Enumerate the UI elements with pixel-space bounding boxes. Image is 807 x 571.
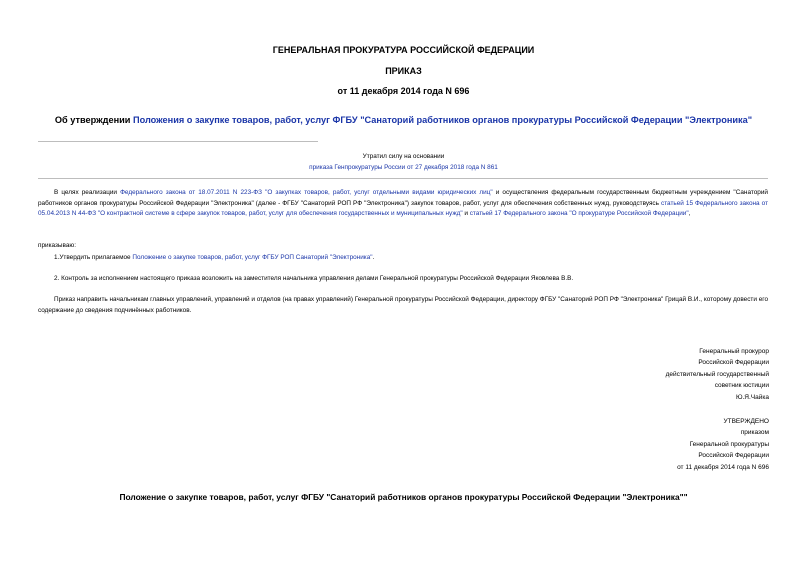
signature-line: действительный государственный	[665, 370, 769, 378]
doc-subject	[0, 115, 807, 125]
law-223-link[interactable]: Федерального закона от 18.07.2011 N 223-ФЗ "О закупках товаров, работ, услуг отдельными видами юридических лиц"	[120, 189, 493, 196]
preamble-text-2: и осуществления федеральным государственным бюджетным учреждением "Санаторий работников органов прокуратуры Российской Федерации "Электроника" (далее - ФГБУ "Санаторий РОП РФ "Электроника") закупок товаров, работ, услуг для обеспечения собственных нужд, руководствуясь	[38, 189, 768, 207]
subject-prefix: Об утверждении	[54, 115, 133, 125]
law-44-link[interactable]: статьей 15 Федерального закона от 05.04.2013 N 44-ФЗ "О контрактной системе в сфере закупок товаров, работ, услуг для обеспечения государственных и муниципальных нужд"	[38, 199, 768, 218]
approval-line: Российской Федерации	[698, 452, 769, 460]
order-word: приказываю:	[38, 242, 76, 249]
approval-line: приказом	[740, 429, 769, 437]
item-1-text: 1.Утвердить прилагаемое	[54, 254, 133, 261]
doc-date-number: от 11 декабря 2014 года N 696	[337, 86, 470, 96]
approval-block	[469, 416, 769, 473]
preamble-text-3: и	[462, 210, 470, 218]
signature-block	[469, 346, 769, 403]
approval-line: Генеральной прокуратуры	[689, 440, 769, 448]
separator-long	[38, 178, 768, 179]
status-line: Утратил силу на основании	[362, 153, 445, 160]
status-link[interactable]: приказа Генпрокуратуры России от 27 декабря 2018 года N 861	[309, 163, 498, 171]
signature-line: Генеральный прокурор	[699, 348, 769, 355]
doc-type: ПРИКАЗ	[385, 66, 422, 76]
prosecutor-law-link[interactable]: статьей 17 Федерального закона "О прокуратуре Российской Федерации"	[469, 210, 689, 218]
approval-line: УТВЕРЖДЕНО	[723, 418, 769, 425]
item-1	[38, 253, 768, 264]
separator-short	[38, 141, 318, 142]
subject-link[interactable]: Положения о закупке товаров, работ, услуг ФГБУ "Санаторий работников органов прокуратуры Российской Федерации "Электроника"	[132, 115, 753, 125]
signature-line: Российской Федерации	[698, 359, 769, 367]
item-1-end: .	[372, 254, 375, 261]
signature-line: Ю.Я.Чайка	[735, 393, 769, 401]
preamble-text-4: ,	[688, 210, 691, 218]
item-2: 2. Контроль за исполнением настоящего приказа возложить на заместителя начальника управления делами Генеральной прокуратуры Российской Федерации Яковлева В.В.	[54, 275, 574, 282]
preamble-text-1: В целях реализации	[54, 189, 121, 196]
org-title: ГЕНЕРАЛЬНАЯ ПРОКУРАТУРА РОССИЙСКОЙ ФЕДЕРАЦИИ	[272, 45, 535, 55]
signature-line: советник юстиции	[714, 382, 769, 390]
distribution-paragraph: Приказ направить начальникам главных управлений, управлений и отделов (на правах управлений) Генеральной прокуратуры Российской Федерации, директору ФГБУ "Санаторий РОП РФ "Электроника" Грицай В.И., которому довести его содержание до сведения подчинённых работников.	[38, 296, 768, 314]
regulation-title: Положение о закупке товаров, работ, услуг ФГБУ "Санаторий работников органов прокуратуры Российской Федерации "Электроника""	[119, 492, 688, 502]
preamble-paragraph	[38, 188, 768, 220]
status-note	[0, 152, 807, 173]
approval-line: от 11 декабря 2014 года N 696	[677, 463, 769, 471]
regulation-link[interactable]: Положение о закупке товаров, работ, услуг ФГБУ РОП Санаторий "Электроника"	[132, 254, 373, 261]
